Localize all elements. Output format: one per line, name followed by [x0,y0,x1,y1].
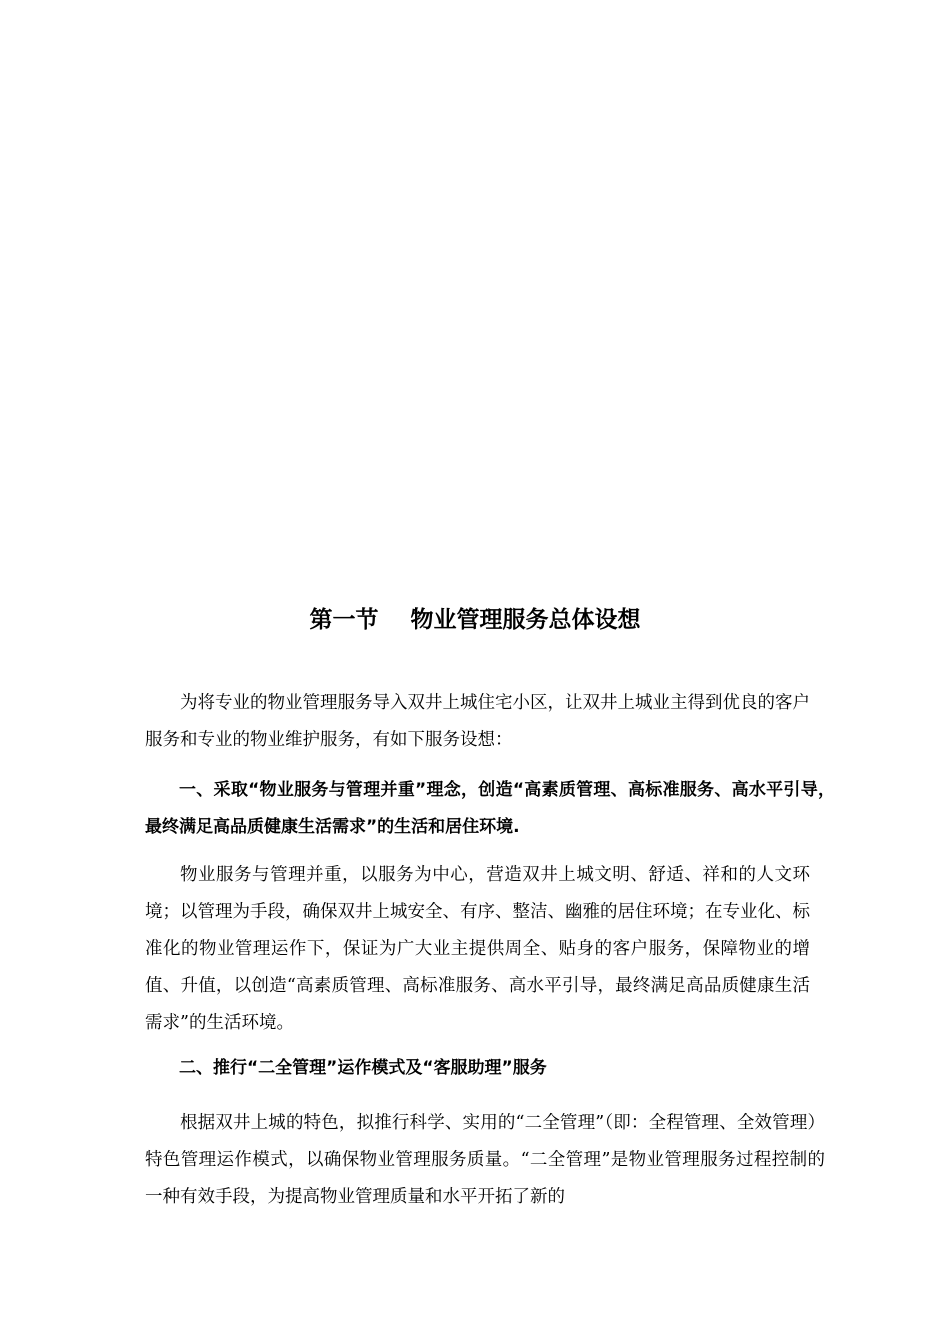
heading-two: 二、推行“二全管理”运作模式及“客服助理”服务 [179,1058,547,1078]
section-title: 第一节 物业管理服务总体设想 [309,607,641,633]
intro-paragraph: 为将专业的物业管理服务导入双井上城住宅小区，让双井上城业主得到优良的客户服务和专业的物业维护服务，有如下服务设想： [145,692,810,750]
heading-one: 一、采取“物业服务与管理并重”理念，创造“高素质管理、高标准服务、高水平引导，最终满足高品质健康生活需求”的生活和居住环境. [145,780,835,837]
body-paragraph-one: 物业服务与管理并重，以服务为中心，营造双井上城文明、舒适、祥和的人文环境；以管理为手段，确保双井上城安全、有序、整洁、幽雅的居住环境；在专业化、标准化的物业管理运作下，保证为广大业主提供周全、贴身的客户服务，保障物业的增值、升值，以创造“高素质管理、高标准服务、高水平引导，最终满足高品质健康生活需求”的生活环境。 [145,864,810,1033]
body-paragraph-two: 根据双井上城的特色，拟推行科学、实用的“二全管理”（即：全程管理、全效管理）特色管理运作模式，以确保物业管理服务质量。“二全管理”是物业管理服务过程控制的一种有效手段，为提高物业管理质量和水平开拓了新的 [145,1112,825,1207]
